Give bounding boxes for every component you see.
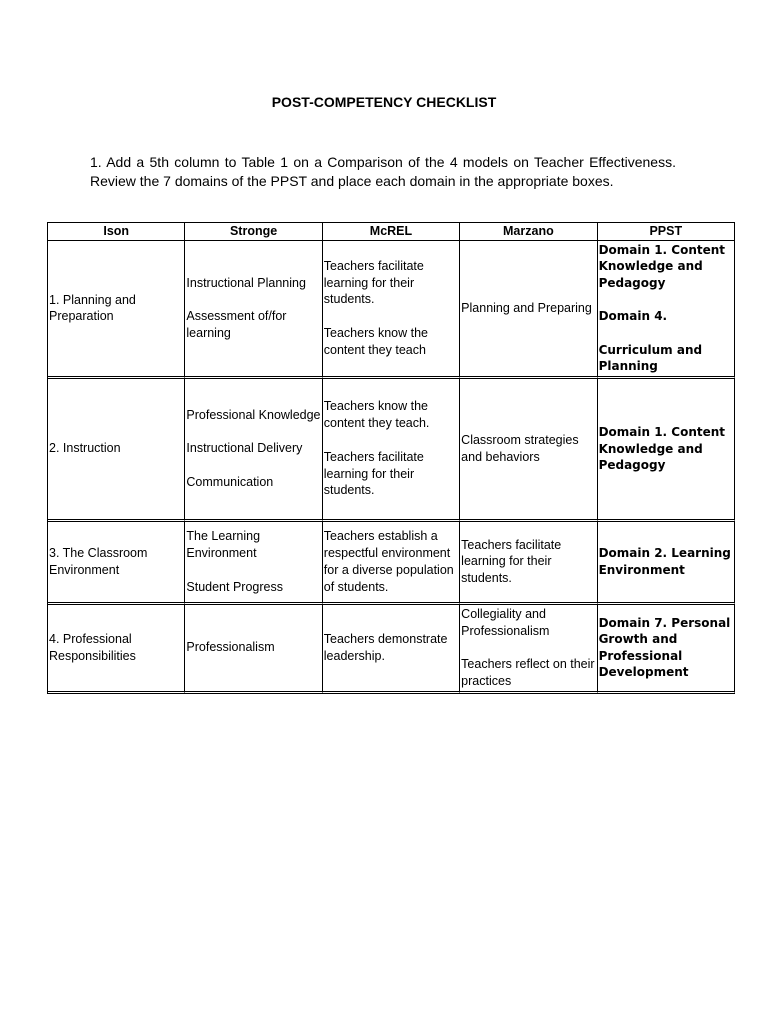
table-row	[48, 522, 735, 605]
cell-text: Teachers know the content they teach.	[323, 399, 430, 431]
header-ppst: PPST	[598, 223, 735, 241]
cell-stronge	[185, 379, 322, 522]
cell-marzano	[460, 241, 597, 379]
table-row	[48, 241, 735, 379]
cell-mcrel	[323, 241, 460, 379]
cell-ison	[48, 241, 185, 379]
cell-ison	[48, 379, 185, 522]
header-mcrel: McREL	[323, 223, 460, 241]
cell-mcrel	[323, 605, 460, 694]
cell-text: Teachers reflect on their practices	[461, 657, 595, 689]
cell-text: Student Progress	[186, 579, 283, 594]
cell-text: Collegiality and Professionalism	[461, 606, 550, 638]
cell-text: Assessment of/for learning	[186, 309, 287, 341]
cell-ison	[48, 605, 185, 694]
cell-text: Classroom strategies and behaviors	[461, 433, 579, 464]
cell-mcrel	[323, 522, 460, 605]
cell-ppst	[598, 379, 735, 522]
cell-text: 1. Planning and Preparation	[49, 292, 136, 324]
cell-text: Teachers demonstrate leadership.	[323, 632, 448, 663]
cell-text: Domain 1. Content Knowledge and Pedagogy	[598, 242, 726, 290]
cell-stronge	[185, 241, 322, 379]
page-title: POST-COMPETENCY CHECKLIST	[271, 94, 497, 110]
header-stronge: Stronge	[185, 223, 322, 241]
table-row	[48, 605, 735, 694]
cell-text: Teachers know the content they teach	[323, 326, 429, 357]
cell-text: Teachers establish a respectful environment for a diverse population of students.	[323, 529, 454, 594]
cell-mcrel	[323, 379, 460, 522]
cell-ison	[48, 522, 185, 605]
cell-stronge	[185, 605, 322, 694]
header-marzano: Marzano	[460, 223, 597, 241]
cell-text: Teachers facilitate learning for their students.	[323, 258, 424, 307]
cell-text: Professionalism	[186, 640, 275, 655]
cell-marzano	[460, 379, 597, 522]
cell-text: Domain 1. Content Knowledge and Pedagogy	[598, 424, 726, 473]
cell-marzano	[460, 605, 597, 694]
cell-text: Domain 4.	[598, 309, 668, 324]
cell-ppst	[598, 522, 735, 605]
cell-text: Curriculum and Planning	[598, 342, 703, 374]
cell-text: 3. The Classroom Environment	[49, 546, 148, 577]
cell-text: Communication	[186, 475, 274, 490]
cell-text: Planning and Preparing	[461, 300, 592, 315]
cell-ppst	[598, 605, 735, 694]
cell-ppst	[598, 241, 735, 379]
cell-text: Instructional Planning	[186, 275, 306, 290]
cell-text: Domain 2. Learning Environment	[598, 546, 731, 577]
cell-text: Teachers facilitate learning for their students.	[323, 449, 424, 498]
cell-text: 2. Instruction	[49, 441, 121, 456]
cell-text: 4. Professional Responsibilities	[49, 632, 136, 663]
comparison-table	[47, 222, 735, 694]
cell-text: Instructional Delivery	[186, 441, 303, 456]
cell-text: The Learning Environment	[186, 529, 261, 560]
instruction-text: 1. Add a 5th column to Table 1 on a Comparison of the 4 models on Teacher Effectiveness. Review the 7 domains of the PPST and place each domain in the appropriate boxes.	[90, 154, 676, 189]
cell-text: Professional Knowledge	[186, 407, 321, 422]
table-row	[48, 379, 735, 522]
cell-text: Domain 7. Personal Growth and Professional Development	[598, 615, 731, 680]
cell-text: Teachers facilitate learning for their students.	[461, 537, 562, 586]
header-row	[48, 223, 735, 241]
header-ison: Ison	[48, 223, 185, 241]
cell-marzano	[460, 522, 597, 605]
cell-stronge	[185, 522, 322, 605]
